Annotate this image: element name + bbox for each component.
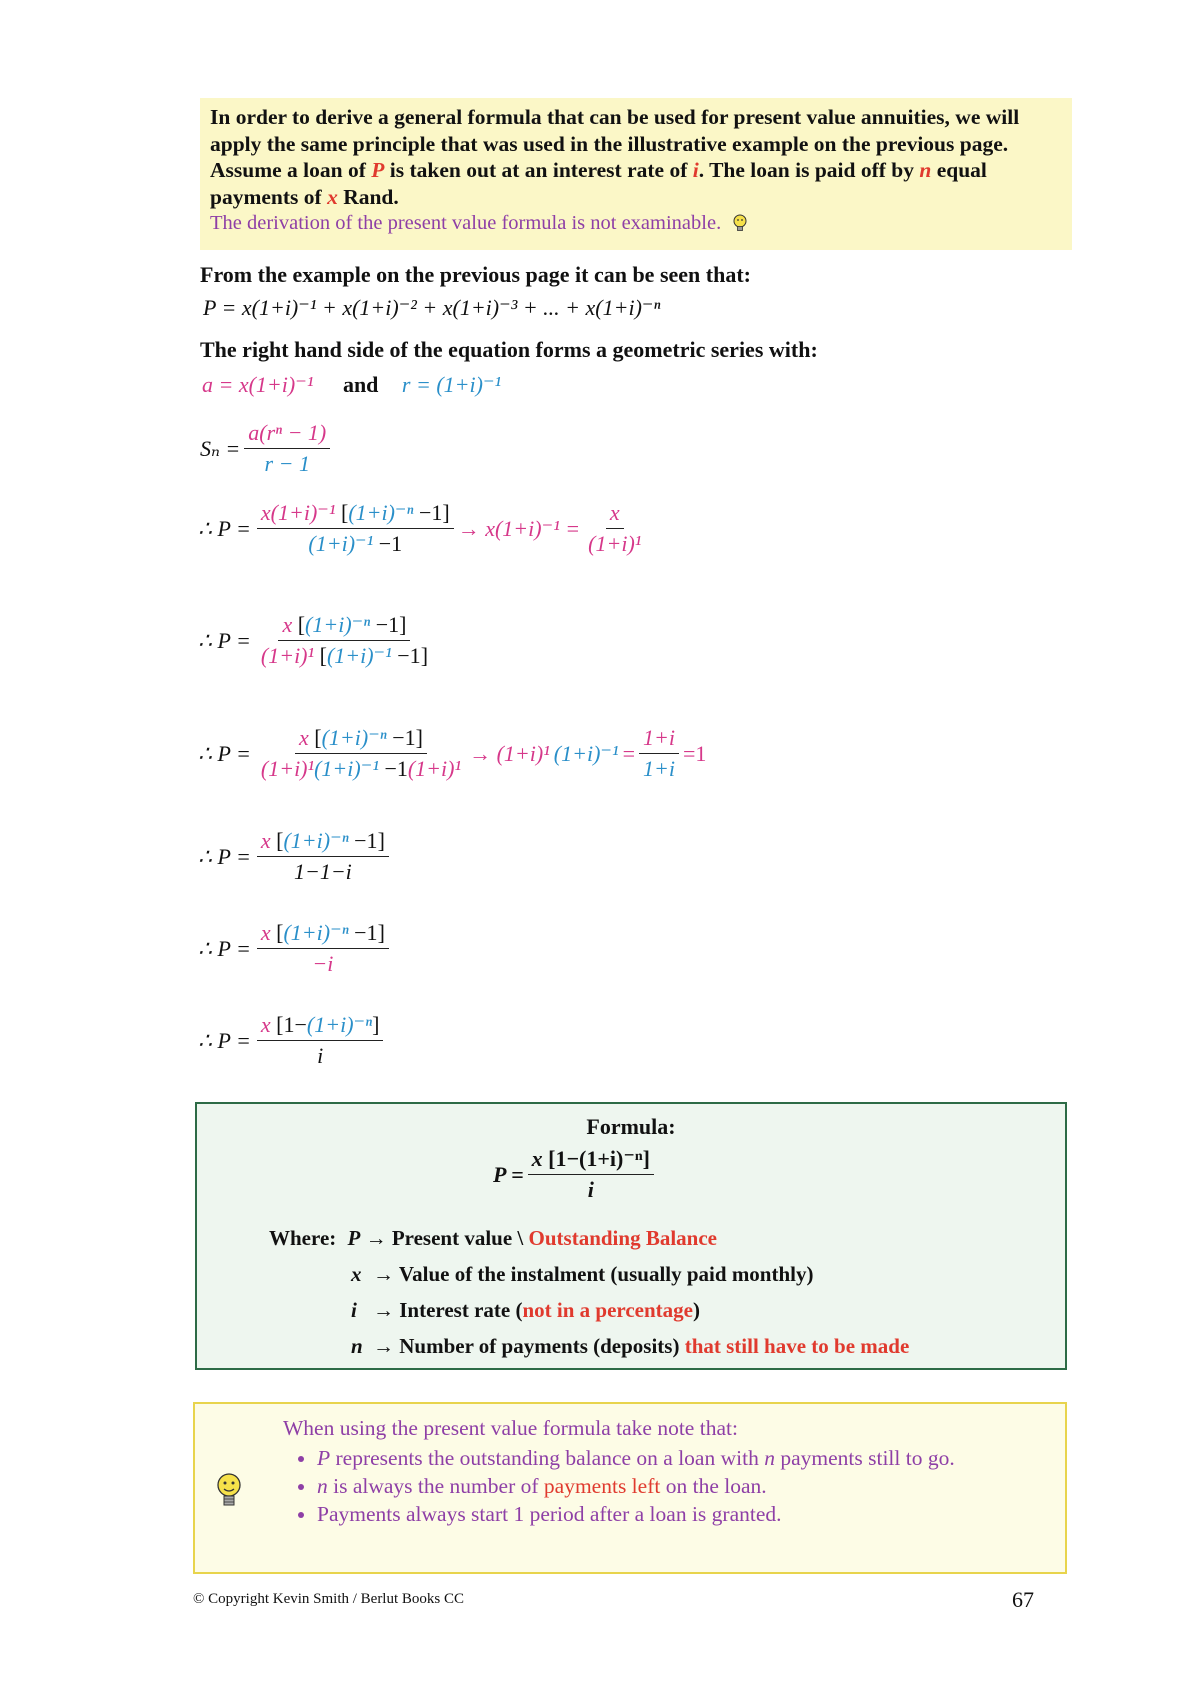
derivation-step-1: ∴ P = $\frac{\text{x(1+i)⁻¹ [(1+i)⁻ⁿ −1]}}{\text{(1+i)⁻¹ −1}}$ → x(1+i)⁻¹ = $\frac{x}{\text{(1+i)¹}}$ [198,500,642,556]
note-box [193,1402,1067,1574]
derivation-step-5: ∴ P = $\frac{\text{x [(1+i)⁻ⁿ −1]}}{-i}$ [198,920,393,977]
derivation-step-2: ∴ P = $\frac{\text{x [(1+i)⁻ⁿ −1]}}{\text{(1+i)¹ [(1+i)⁻¹ −1]}}$ [198,612,429,668]
body-line-2: The right hand side of the equation forms a geometric series with: [200,337,818,362]
intro-paragraph: In order to derive a general formula that can be used for present value annuities, we will apply the same principle that was used in the illustrative example on the previous page. Assume a loan of P is taken out at an interest rate of i. The loan is paid off by n equal payments of x Rand. [210,105,1020,209]
formula-where-x: x → Value of the instalment (usually paid monthly) [351,1262,814,1286]
intro-box [200,98,1072,250]
intro-note: The derivation of the present value formula is not examinable. [210,210,1062,237]
note-item: • P represents the outstanding balance on a loan with n payments still to go. [317,1444,1077,1472]
formula-equation: P = $\frac{\text{x [1−(1+i)⁻ⁿ]}}{i}$ [493,1146,658,1203]
formula-where-p: Where: P → Present value \ Outstanding Balance [269,1226,717,1250]
lightbulb-icon [215,1472,243,1513]
derivation-step-3: ∴ P = $\frac{\text{x [(1+i)⁻ⁿ −1]}}{\text{(1+i)¹(1+i)⁻¹ −1(1+i)¹}}$ → (1+i)¹ (1+i)⁻¹ = $\frac{1+i}{1+i}$ =1 [198,725,707,781]
body-line-1: From the example on the previous page it can be seen that: [200,262,751,287]
formula-where-i: i → Interest rate (not in a percentage) [351,1298,700,1322]
note-heading: When using the present value formula take note that: [283,1416,738,1440]
sum-formula: Sₙ = $\frac{\text{a(rⁿ − 1)}}{r - 1}$ [200,420,334,477]
note-list [283,1444,1077,1528]
geometric-terms: a = x(1+i)⁻¹ and r = (1+i)⁻¹ [202,372,502,397]
lightbulb-icon [732,213,748,231]
formula-box [195,1102,1067,1370]
note-item: • n is always the number of payments left on the loan. [317,1472,1077,1500]
derivation-step-6: ∴ P = $\frac{\text{x [1−(1+i)⁻ⁿ]}}{i}$ [198,1012,387,1069]
note-item: • Payments always start 1 period after a loan is granted. [317,1500,1077,1528]
series-equation: P = x(1+i)⁻¹ + x(1+i)⁻² + x(1+i)⁻³ + ... + x(1+i)⁻ⁿ [203,295,661,320]
footer-copyright: © Copyright Kevin Smith / Berlut Books CC [193,1591,464,1607]
formula-title: Formula: [586,1114,676,1139]
page-number: 67 [1012,1587,1034,1612]
formula-where-n: n → Number of payments (deposits) that still have to be made [351,1334,910,1358]
derivation-step-4: ∴ P = $\frac{\text{x [(1+i)⁻ⁿ −1]}}{1-1-i}$ [198,828,393,885]
